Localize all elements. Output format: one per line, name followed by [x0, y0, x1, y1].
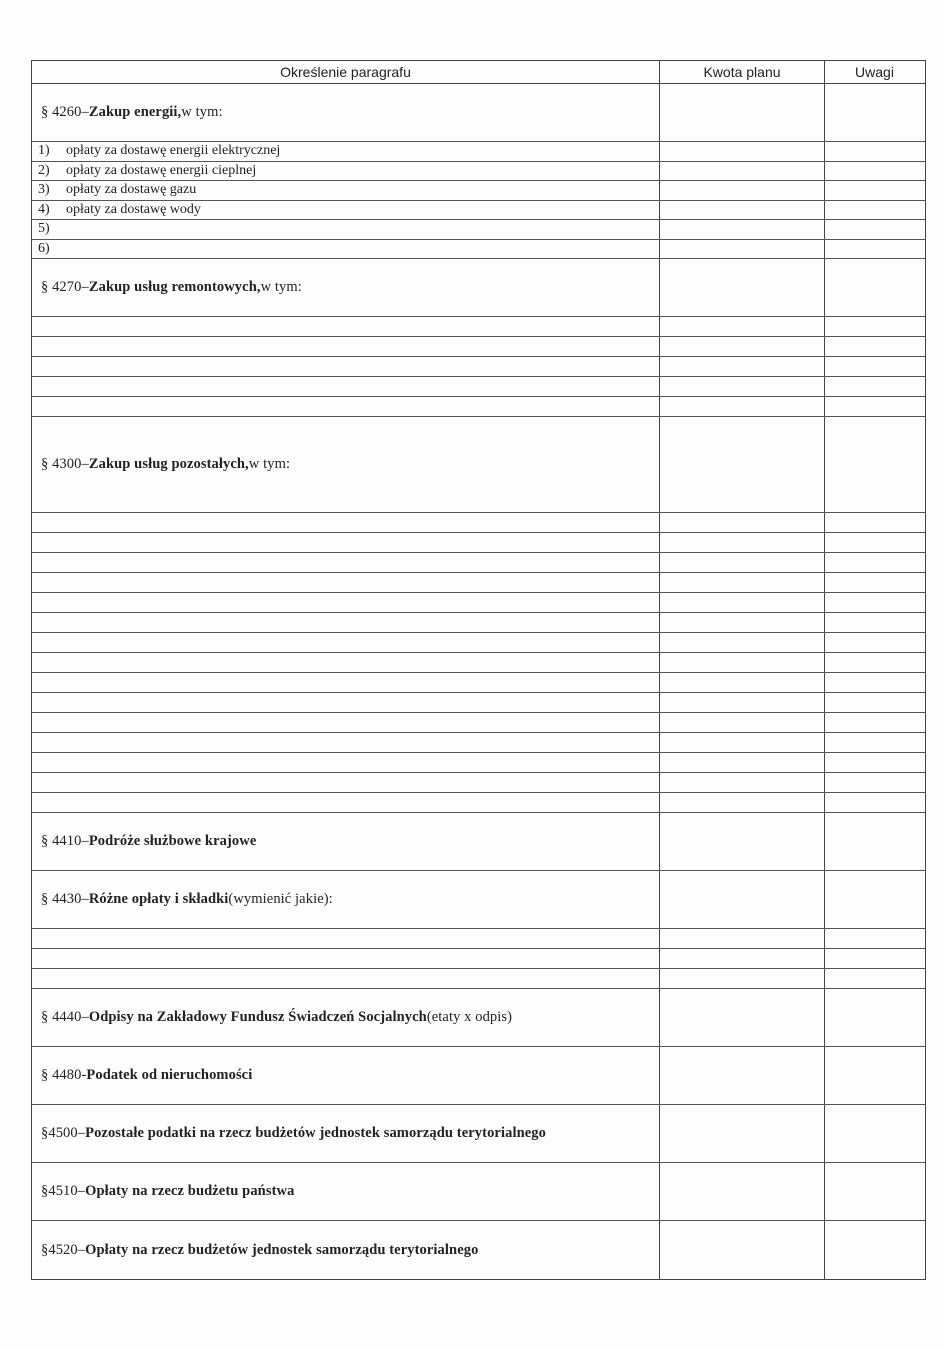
- blank-entry[interactable]: [32, 357, 660, 376]
- section-4500-amount[interactable]: [660, 1105, 825, 1162]
- amount-cell[interactable]: [660, 733, 825, 752]
- amount-cell[interactable]: [660, 949, 825, 968]
- blank-entry[interactable]: [32, 397, 660, 416]
- section-4300-amount[interactable]: [660, 417, 825, 512]
- table-row: [32, 793, 925, 813]
- table-row: [32, 929, 925, 949]
- amount-cell[interactable]: [660, 337, 825, 356]
- table-row: [32, 613, 925, 633]
- amount-cell[interactable]: [660, 513, 825, 532]
- list-item: 4) opłaty za dostawę wody: [32, 201, 925, 221]
- table-row: [32, 673, 925, 693]
- amount-cell[interactable]: [660, 201, 825, 220]
- section-4510-title: §4510 – Opłaty na rzecz budżetu państwa: [32, 1163, 660, 1220]
- amount-cell[interactable]: [660, 673, 825, 692]
- list-item: 3) opłaty za dostawę gazu: [32, 181, 925, 201]
- section-4440-title: § 4440 – Odpisy na Zakładowy Fundusz Świadczeń Socjalnych (etaty x odpis): [32, 989, 660, 1046]
- table-row: [32, 317, 925, 337]
- blank-entry[interactable]: [32, 513, 660, 532]
- blank-entry[interactable]: [32, 337, 660, 356]
- table-row: [32, 773, 925, 793]
- blank-entry[interactable]: [32, 593, 660, 612]
- budget-plan-table: [31, 60, 926, 1280]
- table-row: [32, 753, 925, 773]
- section-4510-notes[interactable]: [825, 1163, 924, 1220]
- header-uwagi: Uwagi: [855, 64, 894, 80]
- section-4270-amount[interactable]: [660, 259, 825, 316]
- section-4520-amount[interactable]: [660, 1221, 825, 1279]
- section-4430-notes[interactable]: [825, 871, 924, 928]
- amount-cell[interactable]: [660, 397, 825, 416]
- blank-entry[interactable]: [32, 793, 660, 812]
- amount-cell[interactable]: [660, 317, 825, 336]
- table-row: [32, 633, 925, 653]
- blank-entry[interactable]: [32, 733, 660, 752]
- section-4410-amount[interactable]: [660, 813, 825, 870]
- table-row: [32, 693, 925, 713]
- section-4510-row: [32, 1163, 925, 1221]
- blank-entry[interactable]: [32, 773, 660, 792]
- section-4500-row: [32, 1105, 925, 1163]
- list-item: 2) opłaty za dostawę energii cieplnej: [32, 162, 925, 182]
- list-item: 6): [32, 240, 925, 260]
- table-row: [32, 713, 925, 733]
- section-4520-notes[interactable]: [825, 1221, 924, 1279]
- amount-cell[interactable]: [660, 220, 825, 239]
- amount-cell[interactable]: [660, 653, 825, 672]
- blank-entry[interactable]: [32, 533, 660, 552]
- table-row: [32, 593, 925, 613]
- blank-entry[interactable]: [32, 633, 660, 652]
- blank-entry[interactable]: [32, 653, 660, 672]
- section-4520-row: [32, 1221, 925, 1279]
- section-4300-notes[interactable]: [825, 417, 924, 512]
- section-4410-title: § 4410 – Podróże służbowe krajowe: [32, 813, 660, 870]
- section-4440-notes[interactable]: [825, 989, 924, 1046]
- section-4410-row: [32, 813, 925, 871]
- section-4480-row: [32, 1047, 925, 1105]
- amount-cell[interactable]: [660, 929, 825, 948]
- blank-entry[interactable]: [32, 753, 660, 772]
- section-4260-amount[interactable]: [660, 84, 825, 141]
- section-4430-row: [32, 871, 925, 929]
- blank-entry[interactable]: [32, 317, 660, 336]
- section-4430-title: § 4430 – Różne opłaty i składki (wymienić jakie):: [32, 871, 660, 928]
- list-item: 5): [32, 220, 925, 240]
- table-row: [32, 377, 925, 397]
- blank-entry[interactable]: [32, 377, 660, 396]
- table-row: [32, 357, 925, 377]
- section-4430-amount[interactable]: [660, 871, 825, 928]
- amount-cell[interactable]: [660, 773, 825, 792]
- amount-cell[interactable]: [660, 533, 825, 552]
- section-4300-title: § 4300 – Zakup usług pozostałych, w tym:: [32, 417, 660, 512]
- table-row: [32, 573, 925, 593]
- blank-entry[interactable]: [32, 673, 660, 692]
- amount-cell[interactable]: [660, 553, 825, 572]
- table-row: [32, 513, 925, 533]
- section-4500-title: §4500 – Pozostałe podatki na rzecz budżetów jednostek samorządu terytorialnego: [32, 1105, 660, 1162]
- amount-cell[interactable]: [660, 573, 825, 592]
- section-4260-notes[interactable]: [825, 84, 924, 141]
- blank-entry[interactable]: [32, 613, 660, 632]
- amount-cell[interactable]: [660, 793, 825, 812]
- table-row: [32, 653, 925, 673]
- section-4520-title: §4520 – Opłaty na rzecz budżetów jednostek samorządu terytorialnego: [32, 1221, 660, 1279]
- header-okreslenie: Określenie paragrafu: [32, 61, 660, 83]
- section-4270-title: § 4270 – Zakup usług remontowych, w tym:: [32, 259, 660, 316]
- section-4480-notes[interactable]: [825, 1047, 924, 1104]
- section-4410-notes[interactable]: [825, 813, 924, 870]
- header-kwota: Kwota planu: [660, 61, 825, 83]
- amount-cell[interactable]: [660, 142, 825, 161]
- amount-cell[interactable]: [660, 162, 825, 181]
- amount-cell[interactable]: [660, 357, 825, 376]
- section-4260-title: § 4260 – Zakup energii, w tym:: [32, 84, 660, 141]
- amount-cell[interactable]: [660, 593, 825, 612]
- blank-entry[interactable]: [32, 693, 660, 712]
- table-row: [32, 553, 925, 573]
- amount-cell[interactable]: [660, 633, 825, 652]
- section-4500-notes[interactable]: [825, 1105, 924, 1162]
- table-row: [32, 397, 925, 417]
- amount-cell[interactable]: [660, 181, 825, 200]
- section-4270-row: [32, 259, 925, 317]
- table-row: [32, 949, 925, 969]
- section-4440-row: [32, 989, 925, 1047]
- table-row: [32, 733, 925, 753]
- amount-cell[interactable]: [660, 377, 825, 396]
- section-4270-notes[interactable]: [825, 259, 924, 316]
- amount-cell[interactable]: [660, 753, 825, 772]
- list-item: 1) opłaty za dostawę energii elektrycznej: [32, 142, 925, 162]
- blank-entry[interactable]: [32, 949, 660, 968]
- section-4300-row: [32, 417, 925, 513]
- blank-entry[interactable]: [32, 969, 660, 988]
- blank-entry[interactable]: [32, 929, 660, 948]
- table-row: [32, 337, 925, 357]
- amount-cell[interactable]: [660, 240, 825, 259]
- amount-cell[interactable]: [660, 969, 825, 988]
- table-row: [32, 969, 925, 989]
- table-row: [32, 533, 925, 553]
- section-4510-amount[interactable]: [660, 1163, 825, 1220]
- section-4480-title: § 4480 - Podatek od nieruchomości: [32, 1047, 660, 1104]
- section-4260-row: [32, 84, 925, 142]
- amount-cell[interactable]: [660, 613, 825, 632]
- section-4480-amount[interactable]: [660, 1047, 825, 1104]
- table-header: [32, 61, 925, 84]
- blank-entry[interactable]: [32, 713, 660, 732]
- blank-entry[interactable]: [32, 573, 660, 592]
- amount-cell[interactable]: [660, 713, 825, 732]
- section-4440-amount[interactable]: [660, 989, 825, 1046]
- amount-cell[interactable]: [660, 693, 825, 712]
- blank-entry[interactable]: [32, 553, 660, 572]
